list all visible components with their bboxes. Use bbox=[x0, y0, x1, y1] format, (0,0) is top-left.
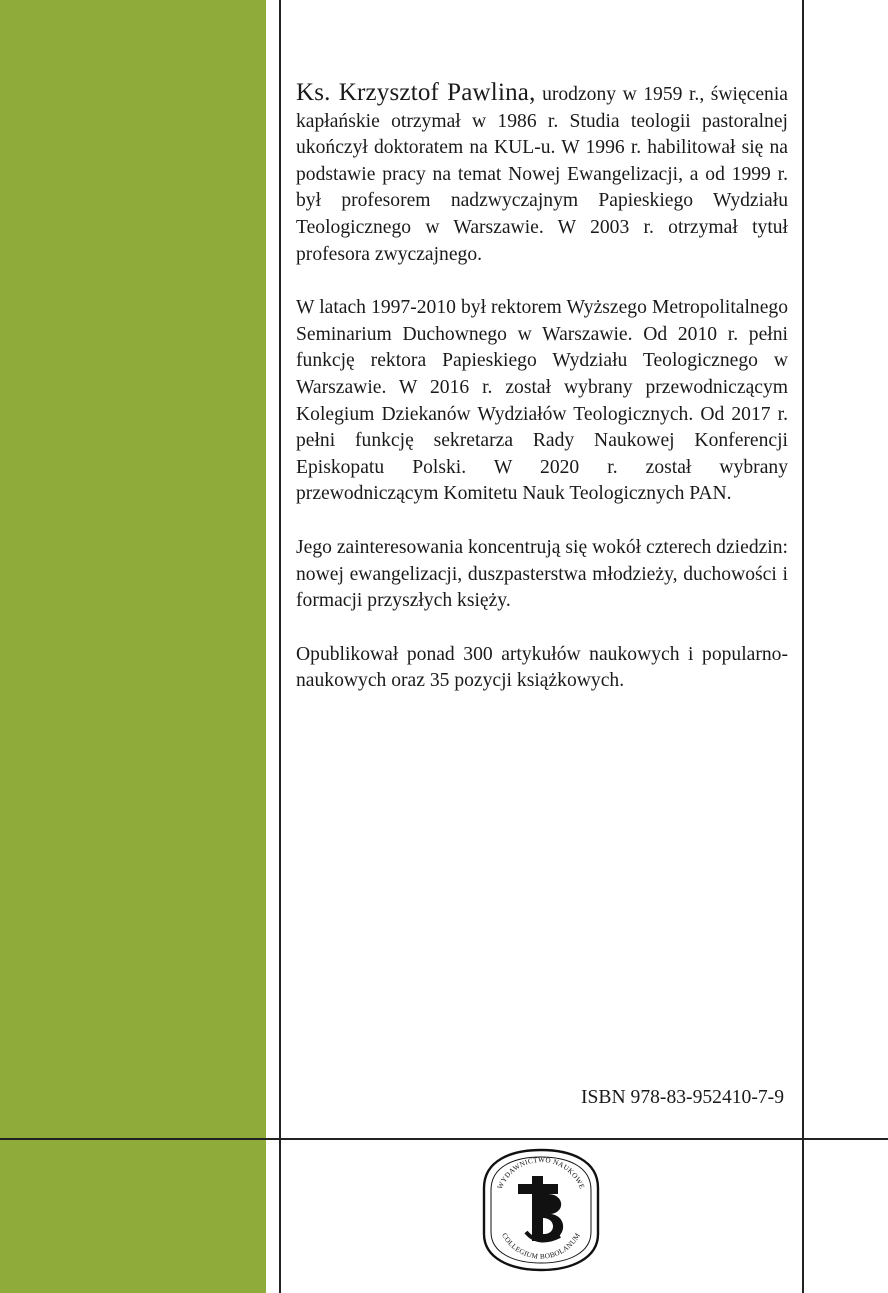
author-bio bbox=[296, 80, 788, 722]
left-crop-line bbox=[279, 0, 281, 1293]
bio-paragraph-4: Opublikował ponad 300 artykułów naukowych i popularno-naukowych oraz 35 pozycji książkowych. bbox=[296, 643, 788, 692]
right-crop-line bbox=[802, 0, 804, 1293]
logo-bottom-text: COLLEGIUM BOBOLANUM bbox=[500, 1231, 582, 1261]
bio-paragraph-2: W latach 1997-2010 był rektorem Wyższego Metropolitalnego Seminarium Duchownego w Warszawie. Od 2010 r. pełni funkcję rektora Papieskiego Wydziału Teologicznego w Warszawie. W 2016 r. został wybrany przewodniczącym Kolegium Dziekanów Wydziałów Teologicznych. Od 2017 r. pełni funkcję sekretarza Rady Naukowej Konferencji Episkopatu Polski. W 2020 r. został wybrany przewodniczącym Komitetu Nauk Teologicznych PAN. bbox=[296, 297, 788, 505]
bottom-rule bbox=[0, 1138, 888, 1140]
bio-paragraph-1 bbox=[296, 80, 788, 268]
green-side-band bbox=[0, 0, 266, 1293]
cross-b-monogram-icon bbox=[518, 1176, 563, 1241]
author-name: Ks. Krzysztof Pawlina, bbox=[296, 79, 536, 106]
bio-paragraph-1-text: urodzony w 1959 r., święcenia kapłańskie otrzymał w 1986 r. Studia teologii pastoralnej ukończył doktoratem na KUL-u. W 1996 r. habilitował się na podstawie pracy na temat Nowej Ewangelizacji, a od 1999 r. był profesorem nadzwyczajnym Papieskiego Wydziału Teologicznego w Warszawie. W 2003 r. otrzymał tytuł profesora zwyczajnego. bbox=[296, 84, 788, 265]
isbn-number: ISBN 978-83-952410-7-9 bbox=[581, 1087, 784, 1108]
logo-top-text: WYDAWNICTWO NAUKOWE bbox=[496, 1155, 586, 1191]
publisher-logo bbox=[482, 1148, 600, 1272]
bio-paragraph-3: Jego zainteresowania koncentrują się wokół czterech dziedzin: nowej ewangelizacji, duszpasterstwa młodzieży, duchowości i formacji przyszłych księży. bbox=[296, 536, 788, 612]
